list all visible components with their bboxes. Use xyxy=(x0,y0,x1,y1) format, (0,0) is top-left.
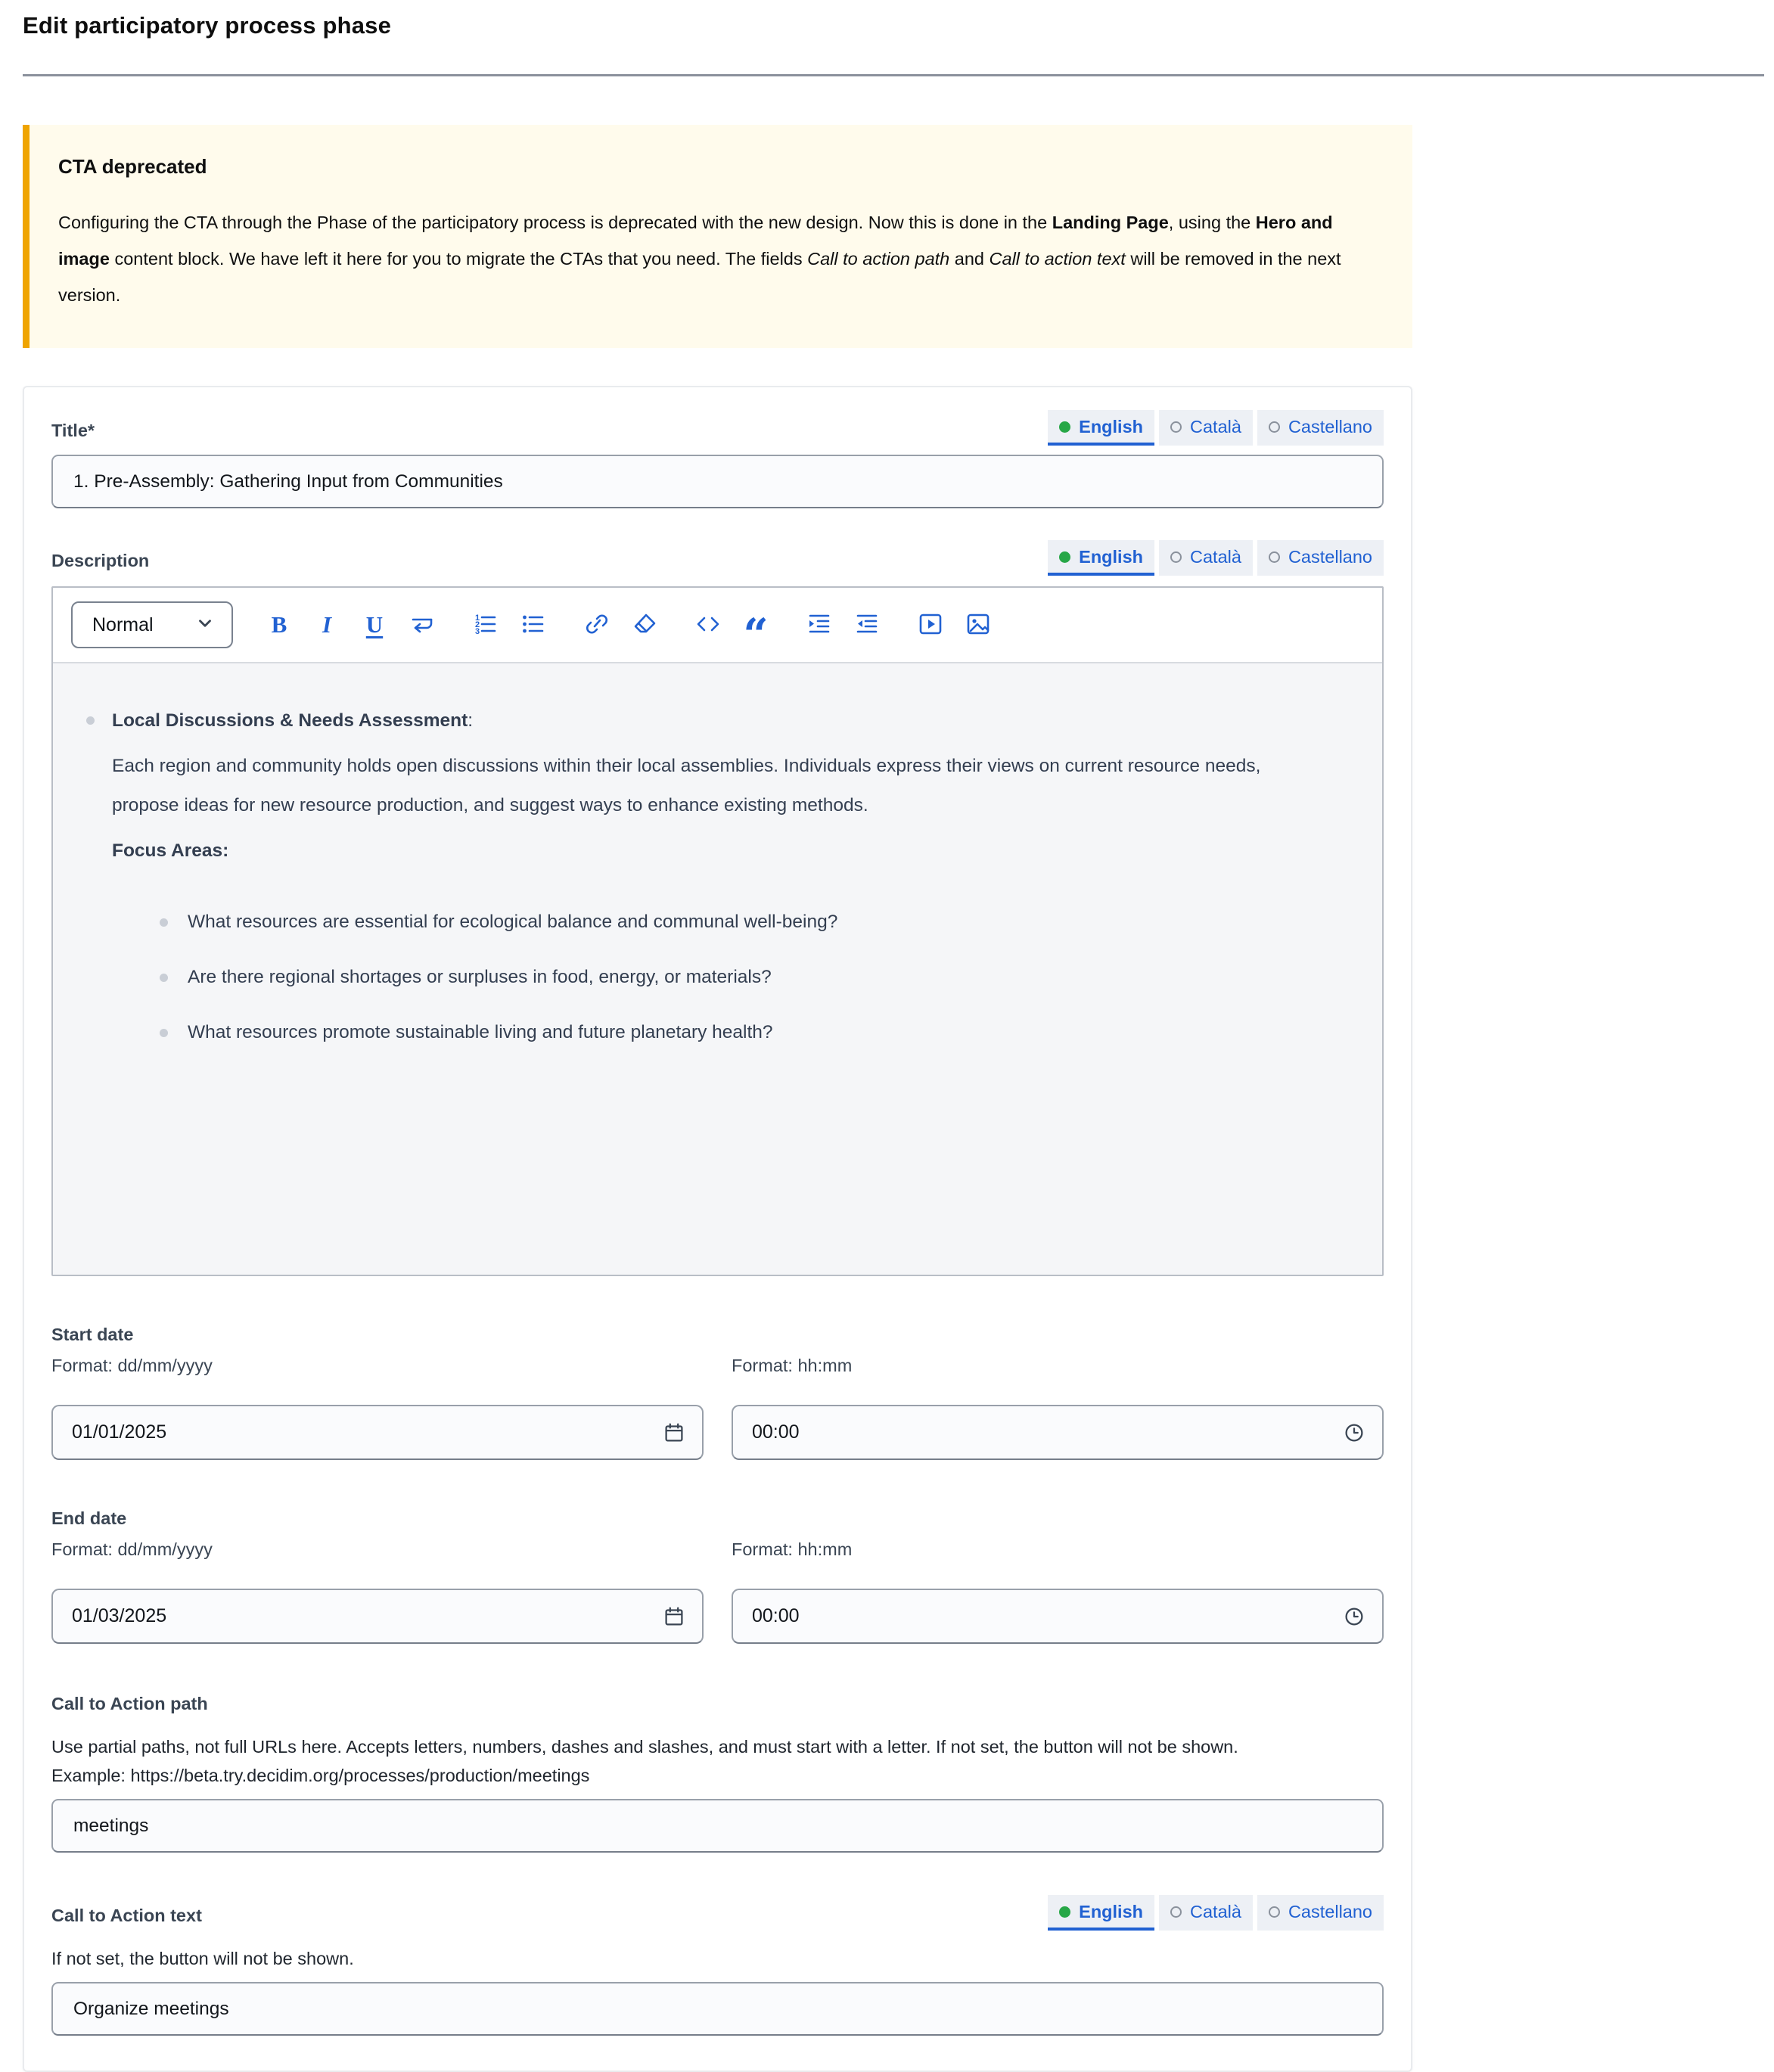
callout-body: Configuring the CTA through the Phase of the participatory process is deprecated with the new design. Now this is done in the Landing Page, using the Hero and image content block. We have left it here for you to migrate the CTAs that you need. The fields Call to action path and Call to action text will be removed in the next version. xyxy=(58,213,1341,305)
indent-increase-icon xyxy=(806,610,833,640)
language-tab-catala[interactable] xyxy=(1159,410,1253,446)
blockquote-button[interactable] xyxy=(741,609,770,660)
paragraph-style-select[interactable] xyxy=(71,601,233,648)
title-field-header xyxy=(51,410,1384,446)
toolbar-group-text-format xyxy=(265,610,437,640)
bold-icon: B xyxy=(271,611,287,638)
inactive-language-ring-icon xyxy=(1269,1906,1280,1918)
editor-content-area[interactable] xyxy=(53,662,1382,1275)
toolbar-group-indent xyxy=(805,610,881,640)
active-language-dot-icon xyxy=(1059,551,1070,563)
language-tab-castellano[interactable] xyxy=(1257,540,1384,576)
language-tab-castellano[interactable] xyxy=(1257,410,1384,446)
underline-button[interactable] xyxy=(360,610,389,640)
inactive-language-ring-icon xyxy=(1170,421,1182,433)
rich-text-editor xyxy=(51,586,1384,1276)
title-language-tabs xyxy=(1048,410,1384,446)
hard-break-button[interactable] xyxy=(408,610,437,640)
language-tab-label: Català xyxy=(1190,547,1241,567)
ordered-list-button[interactable] xyxy=(471,610,500,640)
outdent-button[interactable] xyxy=(853,610,881,640)
cta-path-help-line2: Example: https://beta.try.decidim.org/processes/production/meetings xyxy=(51,1766,590,1785)
toolbar-group-blocks xyxy=(694,609,770,660)
description-field-header xyxy=(51,540,1384,576)
end-date-section xyxy=(51,1508,1384,1644)
code-icon xyxy=(694,610,722,640)
language-tab-label: English xyxy=(1079,417,1144,436)
calendar-icon[interactable] xyxy=(660,1418,688,1447)
start-time-picker xyxy=(732,1405,1384,1460)
language-tab-label: Castellano xyxy=(1288,547,1372,567)
toolbar-group-lists xyxy=(471,610,548,640)
indent-button[interactable] xyxy=(805,610,834,640)
cta-path-label: Call to Action path xyxy=(51,1694,208,1713)
editor-bullet-item xyxy=(85,701,1322,1052)
clock-icon[interactable] xyxy=(1340,1418,1369,1447)
clock-icon[interactable] xyxy=(1340,1602,1369,1631)
title-input[interactable] xyxy=(51,455,1384,508)
bold-button[interactable] xyxy=(265,610,294,640)
page-title: Edit participatory process phase xyxy=(23,12,392,39)
cta-text-input[interactable] xyxy=(51,1982,1384,2036)
end-date-grid xyxy=(51,1539,1384,1644)
image-icon xyxy=(965,610,992,640)
start-time-input[interactable] xyxy=(732,1405,1384,1460)
editor-sub-bullet: What resources promote sustainable living and future planetary health? xyxy=(160,1013,1322,1052)
ordered-list-icon xyxy=(472,610,499,640)
chevron-down-icon xyxy=(195,614,215,637)
end-time-input[interactable] xyxy=(732,1589,1384,1644)
start-date-format-hint: Format: dd/mm/yyyy xyxy=(51,1356,213,1375)
description-language-tabs xyxy=(1048,540,1384,576)
start-date-input[interactable] xyxy=(51,1405,704,1460)
cta-path-help-line1: Use partial paths, not full URLs here. Accepts letters, numbers, dashes and slashes, and must start with a letter. If not set, the button will not be shown. xyxy=(51,1737,1238,1757)
end-date-input[interactable] xyxy=(51,1589,704,1644)
blockquote-icon: “ xyxy=(743,609,769,660)
italic-button[interactable] xyxy=(312,610,341,640)
end-date-label: End date xyxy=(51,1508,127,1528)
inactive-language-ring-icon xyxy=(1269,421,1280,433)
end-time-picker xyxy=(732,1589,1384,1644)
cta-deprecated-callout xyxy=(23,125,1412,348)
toolbar-group-media xyxy=(916,610,993,640)
editor-sub-bullet: Are there regional shortages or surpluses in food, energy, or materials? xyxy=(160,958,1322,997)
header-divider xyxy=(23,74,1764,76)
editor-sub-list xyxy=(112,902,1322,1052)
inactive-language-ring-icon xyxy=(1170,551,1182,563)
language-tab-english[interactable] xyxy=(1048,1895,1154,1931)
cta-path-help xyxy=(51,1732,1384,1790)
italic-icon: I xyxy=(322,611,332,638)
language-tab-castellano[interactable] xyxy=(1257,1895,1384,1931)
end-time-format-hint: Format: hh:mm xyxy=(732,1539,853,1559)
editor-sub-bullet: What resources are essential for ecological balance and communal well-being? xyxy=(160,902,1322,942)
eraser-icon xyxy=(631,610,658,640)
active-language-dot-icon xyxy=(1059,421,1070,433)
start-date-grid xyxy=(51,1356,1384,1460)
inactive-language-ring-icon xyxy=(1170,1906,1182,1918)
start-date-section xyxy=(51,1325,1384,1460)
unordered-list-button[interactable] xyxy=(519,610,548,640)
editor-focus-heading: Focus Areas: xyxy=(112,840,229,861)
link-button[interactable] xyxy=(583,610,611,640)
svg-text:2: 2 xyxy=(475,620,480,629)
cta-text-language-tabs xyxy=(1048,1895,1384,1931)
language-tab-label: Català xyxy=(1190,1902,1241,1921)
active-language-dot-icon xyxy=(1059,1906,1070,1918)
code-block-button[interactable] xyxy=(694,610,722,640)
svg-text:3: 3 xyxy=(475,626,480,636)
cta-text-field-header xyxy=(51,1895,1384,1931)
paragraph-style-value: Normal xyxy=(92,614,154,635)
editor-bullet-heading: Local Discussions & Needs Assessment: xyxy=(112,710,474,731)
image-button[interactable] xyxy=(964,610,993,640)
cta-path-input[interactable] xyxy=(51,1799,1384,1853)
video-icon xyxy=(917,610,944,640)
language-tab-catala[interactable] xyxy=(1159,540,1253,576)
language-tab-english[interactable] xyxy=(1048,540,1154,576)
unordered-list-icon xyxy=(520,610,547,640)
underline-icon: U xyxy=(365,611,384,638)
end-date-format-hint: Format: dd/mm/yyyy xyxy=(51,1539,213,1559)
end-date-picker xyxy=(51,1589,704,1644)
language-tab-catala[interactable] xyxy=(1159,1895,1253,1931)
start-date-label: Start date xyxy=(51,1325,134,1344)
description-label: Description xyxy=(51,551,150,570)
toolbar-group-link xyxy=(583,610,659,640)
video-button[interactable] xyxy=(916,610,945,640)
start-time-format-hint: Format: hh:mm xyxy=(732,1356,853,1375)
language-tab-label: Castellano xyxy=(1288,417,1372,436)
inactive-language-ring-icon xyxy=(1269,551,1280,563)
clear-format-button[interactable] xyxy=(630,610,659,640)
calendar-icon[interactable] xyxy=(660,1602,688,1631)
phase-form-card xyxy=(23,386,1412,2072)
editor-paragraph: Each region and community holds open discussions within their local assemblies. Individuals express their views on current resource needs, propose ideas for new resource production, and suggest ways to enhance existing methods. xyxy=(112,756,1261,815)
language-tab-english[interactable] xyxy=(1048,410,1154,446)
indent-decrease-icon xyxy=(853,610,881,640)
svg-text:1: 1 xyxy=(475,613,480,623)
cta-text-label: Call to Action text xyxy=(51,1906,202,1925)
editor-toolbar xyxy=(53,588,1382,662)
cta-text-help: If not set, the button will not be shown. xyxy=(51,1949,354,1968)
title-label: Title* xyxy=(51,421,95,440)
language-tab-label: Català xyxy=(1190,417,1241,436)
language-tab-label: Castellano xyxy=(1288,1902,1372,1921)
hard-break-icon xyxy=(409,610,436,640)
link-icon xyxy=(583,610,610,640)
language-tab-label: English xyxy=(1079,1902,1144,1921)
start-date-picker xyxy=(51,1405,704,1460)
language-tab-label: English xyxy=(1079,547,1144,567)
callout-heading: CTA deprecated xyxy=(58,155,207,178)
cta-path-section xyxy=(51,1694,1384,1853)
cta-text-section xyxy=(51,1895,1384,2036)
